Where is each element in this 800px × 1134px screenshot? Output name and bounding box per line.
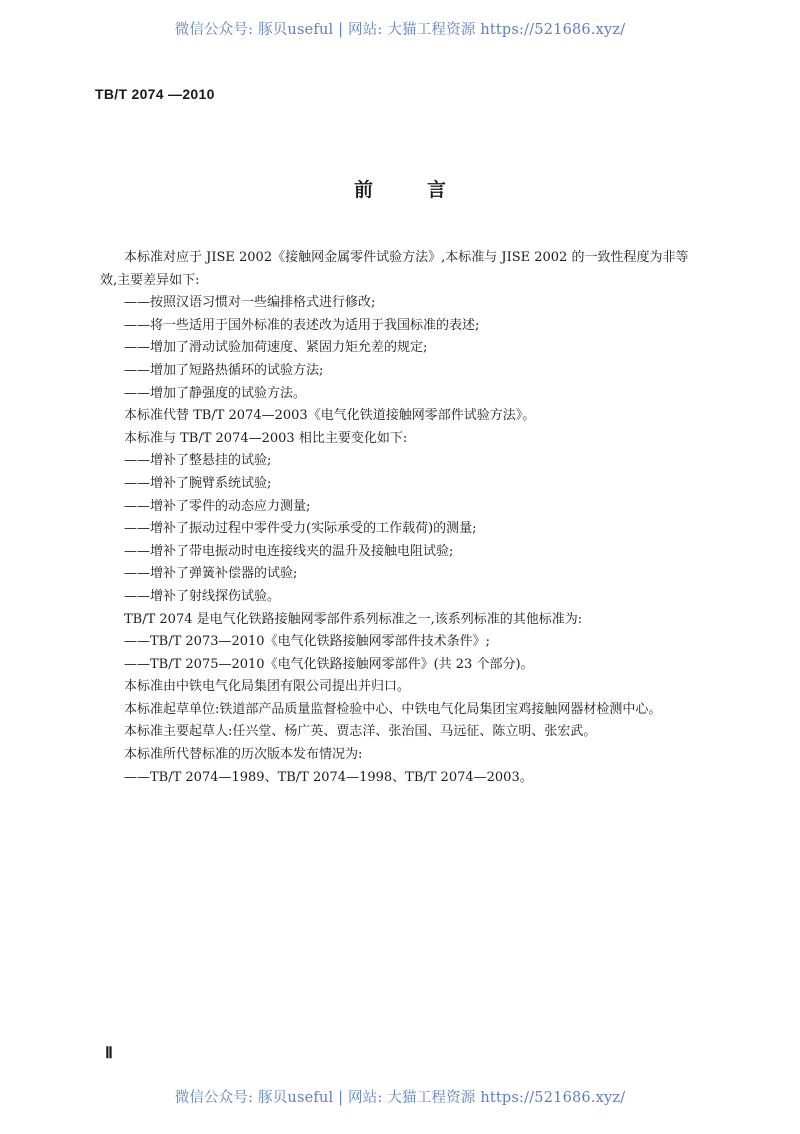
page-title bbox=[0, 175, 800, 202]
paragraph: 本标准所代替标准的历次版本发布情况为: bbox=[124, 747, 363, 763]
paragraph: 本标准对应于 JISE 2002《接触网金属零件试验方法》,本标准与 JISE 2002 的一致性程度为非等 bbox=[124, 250, 689, 265]
list-item: ——增补了射线探伤试验。 bbox=[124, 588, 281, 604]
list-item: ——增补了振动过程中零件受力(实际承受的工作载荷)的测量; bbox=[124, 521, 477, 537]
list-item: ——增加了短路热循环的试验方法; bbox=[124, 362, 324, 378]
list-item: ——增补了整悬挂的试验; bbox=[124, 453, 272, 469]
watermark-top: 微信公众号: 豚贝useful | 网站: 大猫工程资源 https://521686.xyz/ bbox=[174, 22, 626, 38]
paragraph: 本标准由中铁电气化局集团有限公司提出并归口。 bbox=[124, 679, 411, 695]
list-item: ——按照汉语习惯对一些编排格式进行修改; bbox=[124, 295, 376, 311]
list-item: ——TB/T 2073—2010《电气化铁路接触网零部件技术条件》; bbox=[124, 634, 490, 650]
list-item: ——TB/T 2075—2010《电气化铁路接触网零部件》(共 23 个部分)。 bbox=[124, 656, 534, 672]
list-item: ——增加了滑动试验加荷速度、紧固力矩允差的规定; bbox=[124, 340, 428, 356]
title-char-1: 前 bbox=[353, 179, 373, 201]
list-item: ——增补了带电振动时电连接线夹的温升及接触电阻试验; bbox=[124, 543, 454, 559]
title-char-2: 言 bbox=[427, 179, 447, 201]
watermark-bottom: 微信公众号: 豚贝useful | 网站: 大猫工程资源 https://521686.xyz/ bbox=[174, 1090, 626, 1106]
paragraph-continuation: 效,主要差异如下: bbox=[100, 272, 200, 288]
paragraph: 本标准起草单位:铁道部产品质量监督检验中心、中铁电气化局集团宝鸡接触网器材检测中心。 bbox=[124, 701, 662, 717]
list-item: ——增加了静强度的试验方法。 bbox=[124, 385, 307, 401]
document-id: TB/T 2074 —2010 bbox=[95, 86, 215, 102]
paragraph: 本标准主要起草人:任兴堂、杨广英、贾志洋、张治国、马远征、陈立明、张宏武。 bbox=[124, 724, 597, 740]
paragraph: TB/T 2074 是电气化铁路接触网零部件系列标准之一,该系列标准的其他标准为: bbox=[124, 611, 583, 627]
list-item: ——增补了腕臂系统试验; bbox=[124, 475, 272, 491]
list-item: ——增补了弹簧补偿器的试验; bbox=[124, 566, 298, 582]
paragraph: 本标准与 TB/T 2074—2003 相比主要变化如下: bbox=[124, 430, 408, 446]
list-item: ——TB/T 2074—1989、TB/T 2074—1998、TB/T 2074—2003。 bbox=[124, 769, 533, 785]
list-item: ——增补了零件的动态应力测量; bbox=[124, 498, 311, 514]
list-item: ——将一些适用于国外标准的表述改为适用于我国标准的表述; bbox=[124, 317, 480, 333]
paragraph: 本标准代替 TB/T 2074—2003《电气化铁道接触网零部件试验方法》。 bbox=[124, 408, 536, 424]
foreword-body bbox=[100, 247, 724, 789]
page-number: Ⅱ bbox=[105, 1045, 113, 1062]
